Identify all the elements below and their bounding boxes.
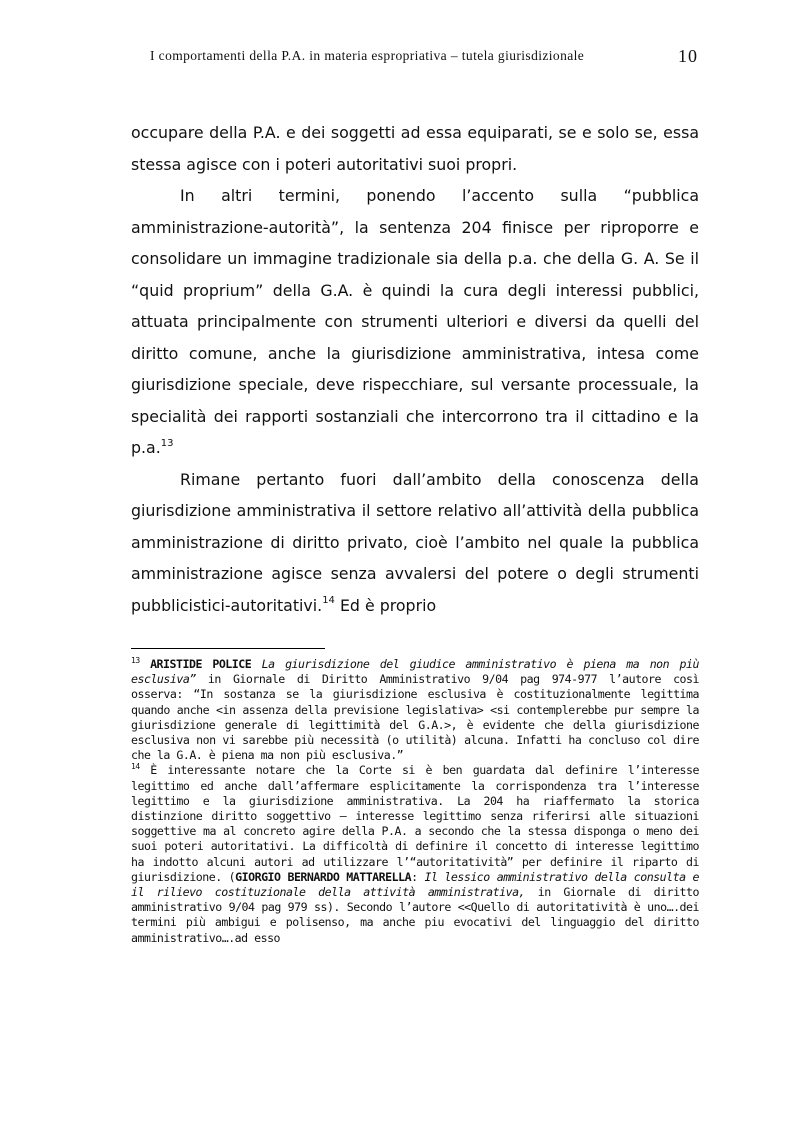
footnote-14	[131, 763, 699, 945]
paragraph-2-text: In altri termini, ponendo l’accento sulla “pubblica amministrazione-autorità”, la sentenza 204 finisce per riproporre e consolidare un immagine tradizionale sia della p.a. che della G. A. Se il “quid proprium” della G.A. è quindi la cura degli interessi pubblici, attuata principalmente con strumenti ulteriori e diversi da quelli del diritto comune, anche la giurisdizione amministrativa, intesa come giurisdizione speciale, deve rispecchiare, sul versante processuale, la specialità dei rapporti sostanziali che intercorrono tra il cittadino e la p.a.	[131, 186, 699, 457]
paragraph-3-text: Rimane pertanto fuori dall’ambito della conoscenza della giurisdizione amministrativa il settore relativo all’attività della pubblica amministrazione di diritto privato, cioè l’ambito nel quale la pubblica amministrazione agisce senza avvalersi del potere o degli strumenti pubblicistici-autoritativi.	[131, 469, 699, 615]
footnote-text-continued: in Giornale di diritto amministrativo 9/04 pag 979 ss). Secondo l’autore <<Quello di autoritatività è uno….dei termini più ambigui e polisenso, ma anche piu evocativi del linguaggio del diritto amministrativo….ad esso	[131, 885, 699, 945]
paragraph-3	[131, 464, 699, 622]
footnote-author: ARISTIDE POLICE	[150, 657, 252, 671]
page-number: 10	[678, 46, 698, 66]
footnote-work-title: Il lessico amministrativo della consulta e il rilievo costituzionale della attività amministrativa,	[131, 869, 699, 900]
footnote-text: È interessante notare che la Corte si è ben guardata dal definire l’interesse legittimo ed anche dall’affermare esplicitamente la corrispondenza tra l’interesse legittimo e la giurisdizione amministrativa. La 204 ha riaffermato la storica distinzione diritto soggettivo – interesse legittimo senza riferirsi alle situazioni soggettive ma al concreto agire della P.A. a secondo che la stessa disponga o meno dei suoi poteri autoritativi. La difficoltà di definire il concetto di interesse legittimo ha indotto alcuni autori ad utilizzare l’“autoritatività” per definire il riparto di giurisdizione. (	[131, 763, 699, 884]
main-text	[131, 117, 699, 621]
paragraph-2	[131, 180, 699, 464]
footnote-author: GIORGIO BERNARDO MATTARELLA	[235, 869, 412, 884]
footnote-number: 14	[131, 762, 140, 772]
footnotes	[131, 657, 699, 946]
footnote-separator	[131, 648, 325, 649]
footnote-ref-14: 14	[322, 595, 335, 607]
paragraph-1: occupare della P.A. e dei soggetti ad essa equiparati, se e solo se, essa stessa agisce con i poteri autoritativi suoi propri.	[131, 123, 699, 174]
footnote-number: 13	[131, 656, 140, 666]
footnote-13	[131, 657, 699, 763]
footnote-text: in Giornale di Diritto Amministrativo 9/04 pag 974-977 l’autore così osserva: “In sostanza se la giurisdizione esclusiva è costituzionalmente legittima quando anche <in assenza della previsione legislativa> <si contemplerebbe pur sempre la giurisdizione generale di legittimità del G.A.>, è evidente che della giurisdizione esclusiva non vi sarebbe più necessità (o utilità) alcuna. Infatti ha concluso col dire che la G.A. è piena ma non più esclusiva.”	[131, 672, 699, 763]
footnote-work-title: La giurisdizione del giudice amministrativo è piena ma non più esclusiva”	[131, 657, 699, 687]
running-title: I comportamenti della P.A. in materia espropriativa – tutela giurisdizionale	[150, 48, 585, 63]
running-header	[150, 46, 700, 70]
paragraph-3-tail: Ed è proprio	[334, 595, 437, 615]
footnote-colon: :	[411, 869, 425, 884]
footnote-ref-13: 13	[160, 437, 174, 449]
